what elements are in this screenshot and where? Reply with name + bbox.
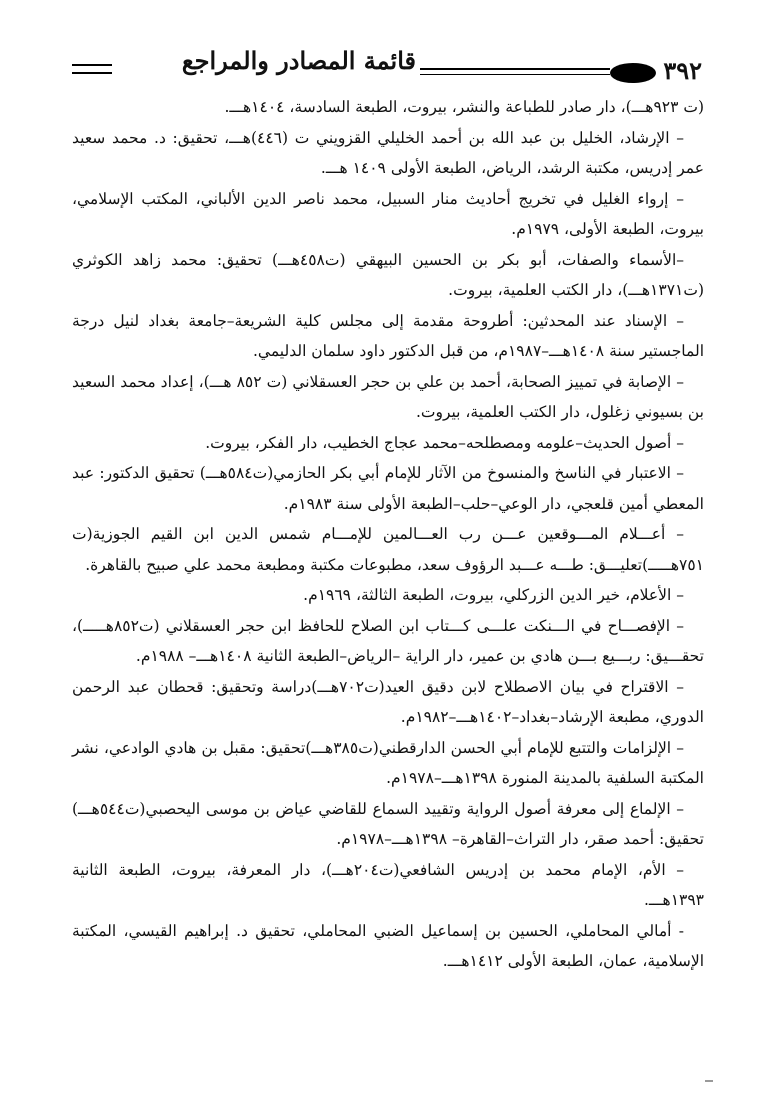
- bibliography-entry: – الإسناد عند المحدثين: أطروحة مقدمة إلى مجلس كلية الشريعة–جامعة بغداد لنيل درجة الماجستير سنة ١٤٠٨هـــ–١٩٨٧م، من قبل الدكتور داود سلمان الدليمي.: [72, 311, 704, 360]
- scan-mark: [705, 1080, 713, 1082]
- header-rule-right: [420, 68, 610, 70]
- page-number: ٣٩٢: [663, 56, 702, 85]
- bibliography-entry: – الاقتراح في بيان الاصطلاح لابن دقيق العيد(ت٧٠٢هـــ)دراسة وتحقيق: قحطان عبد الرحمن الدوري، مطبعة الإرشاد–بغداد–١٤٠٢هـــ–١٩٨٢م.: [72, 677, 704, 726]
- running-title: قائمة المصادر والمراجع: [181, 46, 416, 75]
- bibliography-entry: – الأعلام، خير الدين الزركلي، بيروت، الطبعة الثالثة، ١٩٦٩م.: [303, 586, 684, 604]
- bibliography-entry: – إرواء الغليل في تخريج أحاديث منار السبيل، محمد ناصر الدين الألباني، المكتب الإسلامي، بيروت، الطبعة الأولى، ١٩٧٩م.: [72, 189, 704, 238]
- header-rule-right-thin: [420, 74, 610, 75]
- header-rule-left: [72, 64, 112, 66]
- bibliography-entry: – الإلماع إلى معرفة أصول الرواية وتقييد السماع للقاضي عياض بن موسى اليحصبي(ت٥٤٤هـــ) تحقيق: أحمد صقر، دار التراث–القاهرة– ١٣٩٨هـــ–١٩٧٨م.: [72, 799, 704, 848]
- header-rule-left-second: [72, 72, 112, 74]
- page-number-ink-mark: [610, 63, 656, 83]
- bibliography-entry: – أعـــلام المـــوقعين عـــن رب العـــالمين للإمـــام شمس الدين ابن القيم الجوزية(ت ٧٥١هـــــ)تعليـــق: طـــه عـــبد الرؤوف سعد، مطبوعات مكتبة ومطبعة محمد علي صبيح بالقاهرة.: [72, 525, 704, 574]
- bibliography-list: [72, 92, 704, 977]
- running-header: [72, 46, 702, 90]
- bibliography-entry: - أمالي المحاملي، الحسين بن إسماعيل الضبي المحاملي، تحقيق د. إبراهيم القيسي، المكتبة الإسلامية، عمان، الطبعة الأولى ١٤١٢هـــ.: [72, 921, 704, 970]
- bibliography-entry: – أصول الحديث–علومه ومصطلحه–محمد عجاج الخطيب، دار الفكر، بيروت.: [205, 433, 684, 452]
- bibliography-entry-continuation: (ت ٩٢٣هـــ)، دار صادر للطباعة والنشر، بيروت، الطبعة السادسة، ١٤٠٤هـــ.: [224, 98, 704, 116]
- page-number-ornament: [610, 54, 702, 86]
- bibliography-entry: – الأم، الإمام محمد بن إدريس الشافعي(ت٢٠٤هـــ)، دار المعرفة، بيروت، الطبعة الثانية ١٣٩٣هـــ.: [72, 860, 704, 909]
- bibliography-entry: – الإصابة في تمييز الصحابة، أحمد بن علي بن حجر العسقلاني (ت ٨٥٢ هـــ)، إعداد محمد السعيد بن بسيوني زغلول، دار الكتب العلمية، بيروت.: [72, 372, 704, 421]
- bibliography-entry: – الاعتبار في الناسخ والمنسوخ من الآثار للإمام أبي بكر الحازمي(ت٥٨٤هـــ) تحقيق الدكتور: عبد المعطي أمين قلعجي، دار الوعي–حلب–الطبعة الأولى سنة ١٩٨٣م.: [72, 464, 704, 513]
- bibliography-entry: –الأسماء والصفات، أبو بكر بن الحسين البيهقي (ت٤٥٨هـــ) تحقيق: محمد زاهد الكوثري (ت١٣٧١هـــ)، دار الكتب العلمية، بيروت.: [72, 250, 704, 299]
- bibliography-entry: – الإلزامات والتتبع للإمام أبي الحسن الدارقطني(ت٣٨٥هـــ)تحقيق: مقبل بن هادي الوادعي، نشر المكتبة السلفية بالمدينة المنورة ١٣٩٨هـــ–١٩٧٨م.: [72, 738, 704, 787]
- bibliography-entry: – الإرشاد، الخليل بن عبد الله بن أحمد الخليلي القزويني ت (٤٤٦)هـــ، تحقيق: د. محمد سعيد عمر إدريس، مكتبة الرشد، الرياض، الطبعة الأولى ١٤٠٩ هـــ.: [72, 128, 704, 177]
- bibliography-entry: – الإفصـــاح في الـــنكت علـــى كـــتاب ابن الصلاح للحافظ ابن حجر العسقلاني (ت٨٥٢هـــــ)، تحقـــيق: ربـــيع بـــن هادي بن عمير، دار الراية –الرياض–الطبعة الثانية ١٤٠٨هـــ– ١٩٨٨م.: [72, 616, 704, 665]
